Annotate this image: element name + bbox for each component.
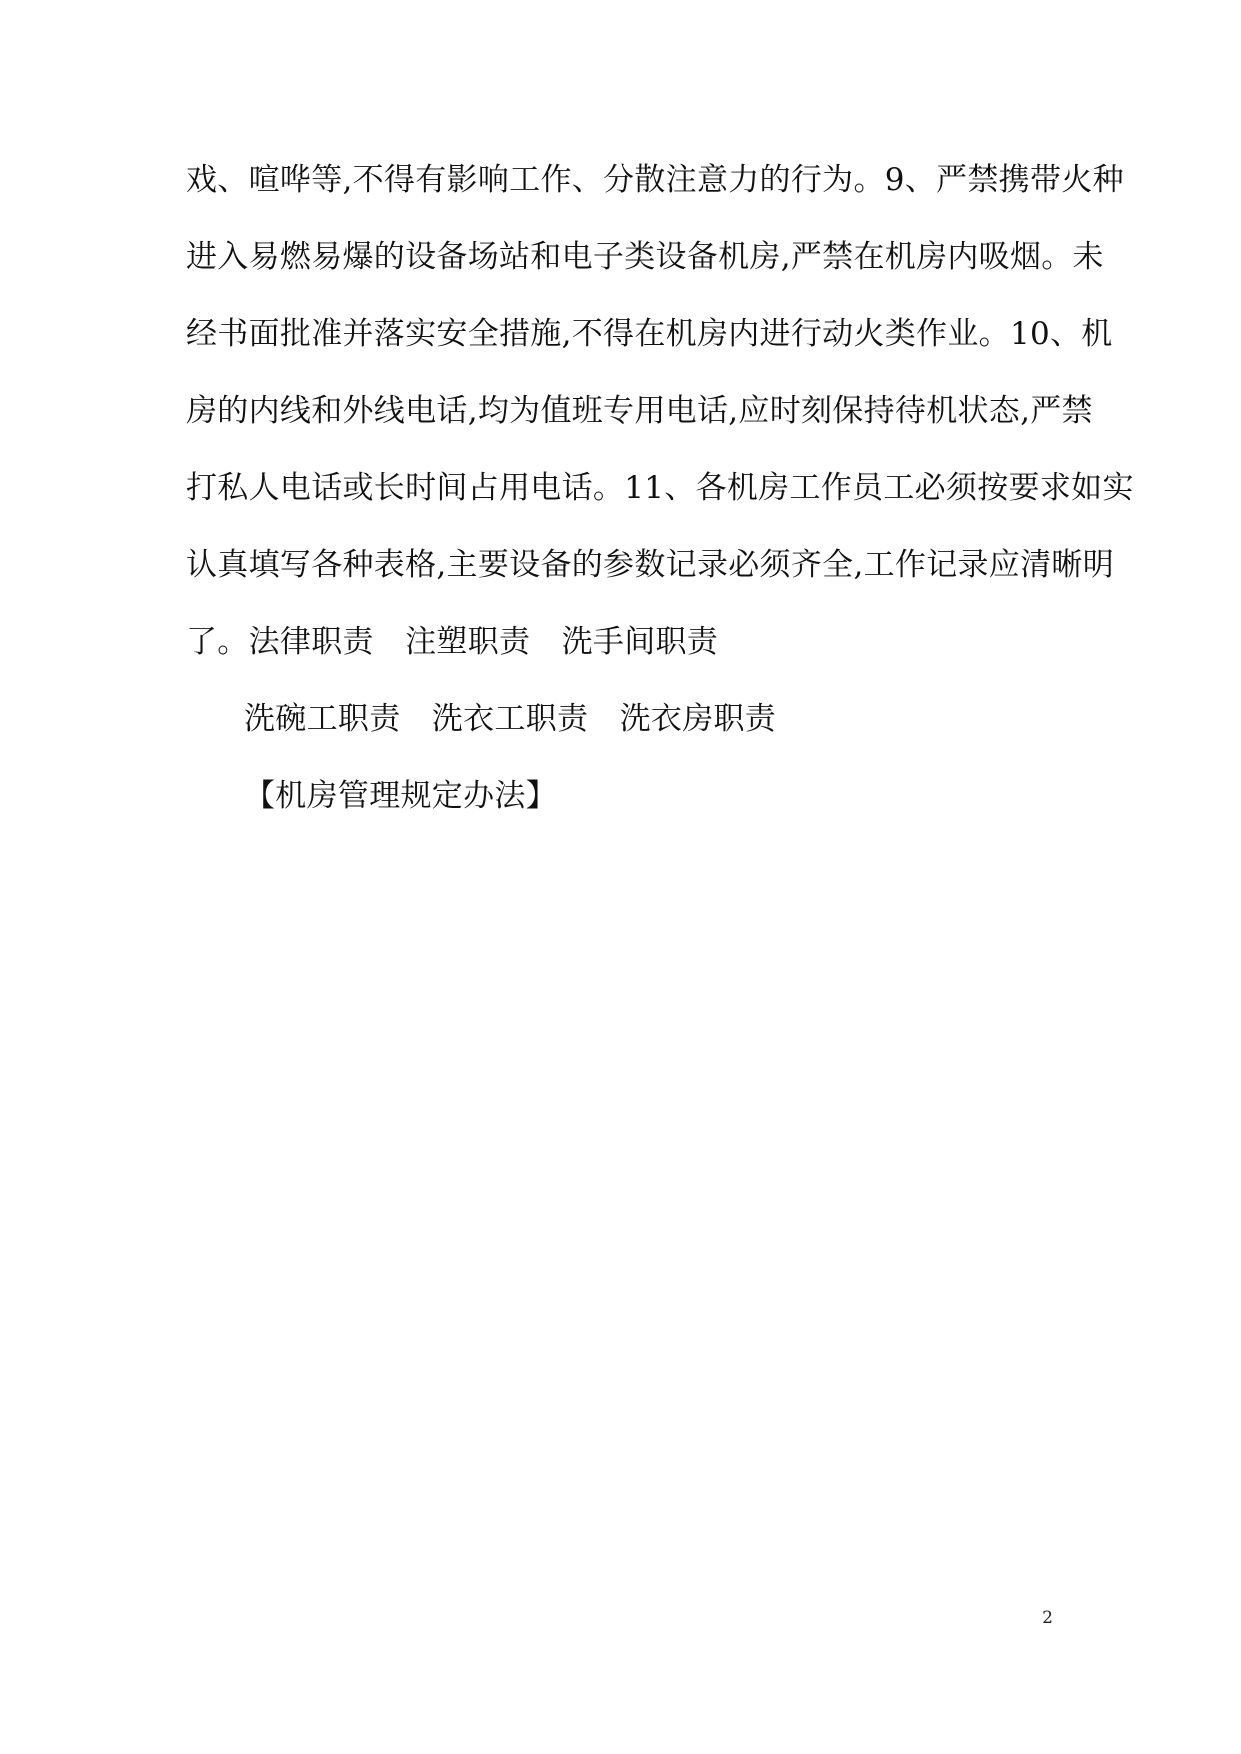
related-links-line: 洗碗工职责 洗衣工职责 洗衣房职责 (244, 701, 777, 737)
body-line-4: 房的内线和外线电话,均为值班专用电话,应时刻保持待机状态,严禁 (186, 393, 1093, 429)
document-body (186, 142, 1134, 835)
body-line-2: 进入易燃易爆的设备场站和电子类设备机房,严禁在机房内吸烟。未 (186, 239, 1104, 275)
body-line-7: 了。法律职责 注塑职责 洗手间职责 (186, 624, 719, 660)
page-number: 2 (1042, 1608, 1053, 1628)
body-line-5: 打私人电话或长时间占用电话。11、各机房工作员工必须按要求如实 (186, 470, 1134, 506)
body-line-6: 认真填写各种表格,主要设备的参数记录必须齐全,工作记录应清晰明 (186, 547, 1115, 583)
section-title: 【机房管理规定办法】 (244, 778, 557, 814)
body-line-1: 戏、喧哗等,不得有影响工作、分散注意力的行为。9、严禁携带火种 (186, 162, 1124, 198)
body-line-3: 经书面批准并落实安全措施,不得在机房内进行动火类作业。10、机 (186, 316, 1113, 352)
